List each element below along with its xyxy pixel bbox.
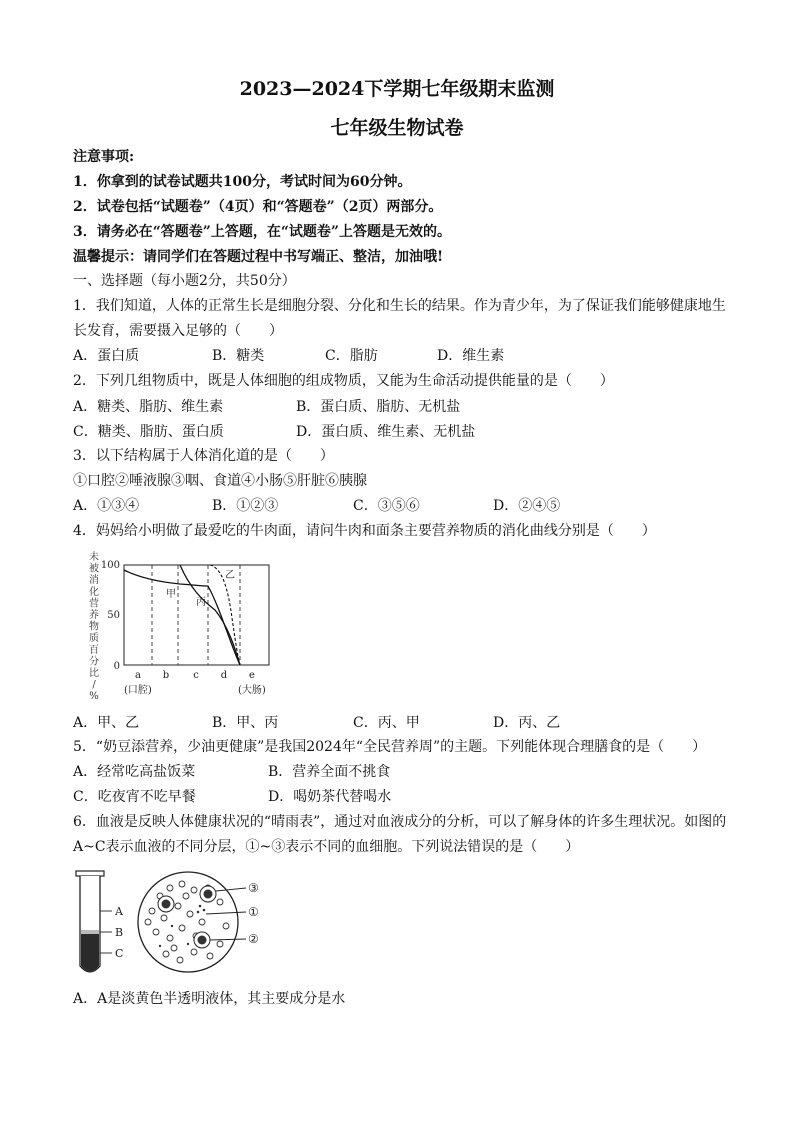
tube-label-a: A [115, 905, 123, 918]
digestion-curve-figure [80, 548, 292, 706]
question-3-line: 3．以下结构属于人体消化道的是（ ） [73, 448, 334, 464]
note-item: 3．请务必在“答题卷”上答题，在“试题卷”上答题是无效的。 [73, 224, 451, 240]
q1-option-c: C．脂肪 [325, 348, 378, 364]
q3-option-a: A．①③④ [73, 498, 140, 514]
cell-label-3: ③ [248, 881, 259, 895]
q3-option-c: C．③⑤⑥ [353, 498, 420, 514]
q1-option-b: B．糖类 [212, 348, 265, 364]
exam-subtitle: 七年级生物试卷 [330, 117, 464, 139]
question-3-line: ①口腔②唾液腺③咽、食道④小肠⑤肝脏⑥胰腺 [73, 473, 367, 489]
cell-label-1: ① [248, 905, 259, 919]
q2-option-a: A．糖类、脂肪、维生素 [73, 399, 224, 415]
curve-label-jia: 甲 [166, 589, 176, 600]
curve-label-bing: 丙 [196, 597, 206, 608]
x-tick: d [220, 670, 228, 681]
question-5-line: 5．“奶豆添营养，少油更健康”是我国2024年“全民营养周”的主题。下列能体现合理膳食的是（ ） [73, 739, 707, 755]
notes-heading: 注意事项: [73, 149, 135, 165]
x-tick: e [249, 670, 255, 681]
q4-option-b: B．甲、丙 [212, 715, 279, 731]
question-2-line: 2．下列几组物质中，既是人体细胞的组成物质，又能为生命活动提供能量的是（ ） [73, 373, 614, 389]
tube-label-c: C [115, 947, 124, 960]
y-tick: 100 [100, 560, 120, 571]
question-6-line: 6．血液是反映人体健康状况的“晴雨表”，通过对血液成分的分析，可以了解身体的许多生理状况。如图的 [73, 814, 727, 830]
curve-jia [124, 570, 240, 665]
x-tick: c [193, 670, 199, 681]
blood-smear [138, 872, 238, 972]
question-1-line: 1．我们知道，人体的正常生长是细胞分裂、分化和生长的结果。作为青少年，为了保证我们能够健康地生 [73, 298, 726, 314]
q1-option-a: A．蛋白质 [73, 348, 140, 364]
x-tick: a [135, 670, 141, 681]
note-item: 2．试卷包括“试题卷”（4页）和“答题卷”（2页）两部分。 [73, 199, 443, 215]
y-axis-label [89, 550, 99, 702]
q6-option-a: A．A是淡黄色半透明液体，其主要成分是水 [73, 991, 346, 1007]
q4-option-a: A．甲、乙 [73, 715, 140, 731]
y-tick: 50 [107, 610, 120, 621]
tube-label-b: B [115, 926, 124, 939]
note-item: 1．你拿到的试卷试题共100分，考试时间为60分钟。 [73, 174, 412, 190]
plot-frame [124, 565, 269, 665]
q1-option-d: D．维生素 [437, 348, 505, 364]
x-note-mouth: (口腔) [124, 685, 152, 696]
section-heading: 一、选择题（每小题2分，共50分） [73, 273, 296, 289]
q5-option-a: A．经常吃高盐饭菜 [73, 764, 196, 780]
blood-figure [70, 866, 280, 982]
exam-title: 2023—2024下学期七年级期末监测 [239, 78, 555, 100]
q2-option-c: C．糖类、脂肪、蛋白质 [73, 424, 224, 440]
tip-text: 温馨提示：请同学们在答题过程中书写端正、整洁，加油哦! [73, 249, 444, 265]
curve-label-yi: 乙 [225, 570, 235, 581]
q5-option-c: C．吃夜宵不吃早餐 [73, 789, 196, 805]
q5-option-d: D．喝奶茶代替喝水 [268, 789, 392, 805]
q3-option-d: D．②④⑤ [493, 498, 561, 514]
test-tube [76, 871, 104, 972]
y-tick: 0 [113, 661, 120, 672]
q2-option-d: D．蛋白质、维生素、无机盐 [296, 424, 476, 440]
question-1-line: 长发育，需要摄入足够的（ ） [73, 323, 283, 339]
q2-option-b: B．蛋白质、脂肪、无机盐 [296, 399, 461, 415]
question-4-line: 4．妈妈给小明做了最爱吃的牛肉面，请问牛肉和面条主要营养物质的消化曲线分别是（ ） [73, 523, 656, 539]
cell-label-2: ② [248, 932, 259, 946]
x-tick: b [162, 670, 170, 681]
x-note-large-intestine: (大肠) [238, 685, 266, 696]
q4-option-d: D．丙、乙 [493, 715, 561, 731]
q5-option-b: B．营养全面不挑食 [268, 764, 391, 780]
y-axis-label-text: 未被消化营养物质百分比/ % [89, 552, 99, 703]
question-6-line: A~C表示血液的不同分层，①~③表示不同的血细胞。下列说法错误的是（ ） [73, 839, 580, 855]
q3-option-b: B．①②③ [212, 498, 279, 514]
q4-option-c: C．丙、甲 [353, 715, 420, 731]
